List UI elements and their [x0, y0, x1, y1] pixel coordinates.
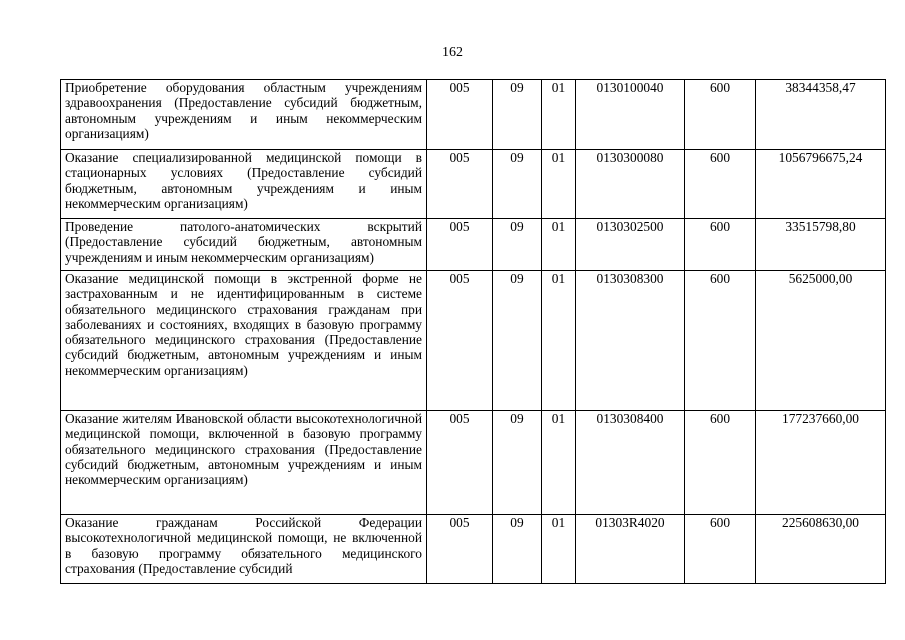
row-description: Оказание гражданам Российской Федерации высокотехнологичной медицинской помощи, не включенной в базовую программу обязательного медицинского страхования (Предоставление субсидий	[61, 515, 427, 584]
section-code: 09	[493, 271, 542, 411]
ministry-code: 005	[427, 219, 493, 271]
expense-type-code: 600	[685, 219, 756, 271]
ministry-code: 005	[427, 271, 493, 411]
target-article-code: 0130308400	[576, 411, 685, 515]
table-row	[61, 515, 886, 584]
ministry-code: 005	[427, 411, 493, 515]
budget-table	[60, 79, 886, 584]
target-article-code: 01303R4020	[576, 515, 685, 584]
table-row	[61, 411, 886, 515]
row-description: Оказание жителям Ивановской области высокотехнологичной медицинской помощи, включенной в базовую программу обязательного медицинского страхования (Предоставление субсидий бюджетным, автономным учреждениям и иным некоммерческим организациям)	[61, 411, 427, 515]
expense-type-code: 600	[685, 271, 756, 411]
expense-type-code: 600	[685, 80, 756, 150]
subsection-code: 01	[542, 515, 576, 584]
subsection-code: 01	[542, 80, 576, 150]
section-code: 09	[493, 150, 542, 219]
amount: 33515798,80	[756, 219, 886, 271]
subsection-code: 01	[542, 411, 576, 515]
ministry-code: 005	[427, 80, 493, 150]
subsection-code: 01	[542, 219, 576, 271]
target-article-code: 0130308300	[576, 271, 685, 411]
table-row	[61, 80, 886, 150]
amount: 5625000,00	[756, 271, 886, 411]
amount: 1056796675,24	[756, 150, 886, 219]
row-description: Оказание медицинской помощи в экстренной форме не застрахованным и не идентифицированным в системе обязательного медицинского страхования гражданам при заболеваниях и состояниях, входящих в базовую программу обязательного медицинского страхования (Предоставление субсидий бюджетным, автономным учреждениям и иным некоммерческим организациям)	[61, 271, 427, 411]
section-code: 09	[493, 411, 542, 515]
row-description: Приобретение оборудования областным учреждениям здравоохранения (Предоставление субсидий бюджетным, автономным учреждениям и иным некоммерческим организациям)	[61, 80, 427, 150]
row-description: Оказание специализированной медицинской помощи в стационарных условиях (Предоставление субсидий бюджетным, автономным учреждениям и иным некоммерческим организациям)	[61, 150, 427, 219]
expense-type-code: 600	[685, 150, 756, 219]
ministry-code: 005	[427, 515, 493, 584]
section-code: 09	[493, 80, 542, 150]
subsection-code: 01	[542, 271, 576, 411]
section-code: 09	[493, 219, 542, 271]
page-number: 162	[442, 45, 463, 60]
target-article-code: 0130100040	[576, 80, 685, 150]
amount: 225608630,00	[756, 515, 886, 584]
expense-type-code: 600	[685, 411, 756, 515]
target-article-code: 0130300080	[576, 150, 685, 219]
table-row	[61, 150, 886, 219]
table-row	[61, 271, 886, 411]
amount: 38344358,47	[756, 80, 886, 150]
ministry-code: 005	[427, 150, 493, 219]
target-article-code: 0130302500	[576, 219, 685, 271]
expense-type-code: 600	[685, 515, 756, 584]
subsection-code: 01	[542, 150, 576, 219]
amount: 177237660,00	[756, 411, 886, 515]
row-description: Проведение патолого-анатомических вскрытий (Предоставление субсидий бюджетным, автономным учреждениям и иным некоммерческим организациям)	[61, 219, 427, 271]
section-code: 09	[493, 515, 542, 584]
table-row	[61, 219, 886, 271]
